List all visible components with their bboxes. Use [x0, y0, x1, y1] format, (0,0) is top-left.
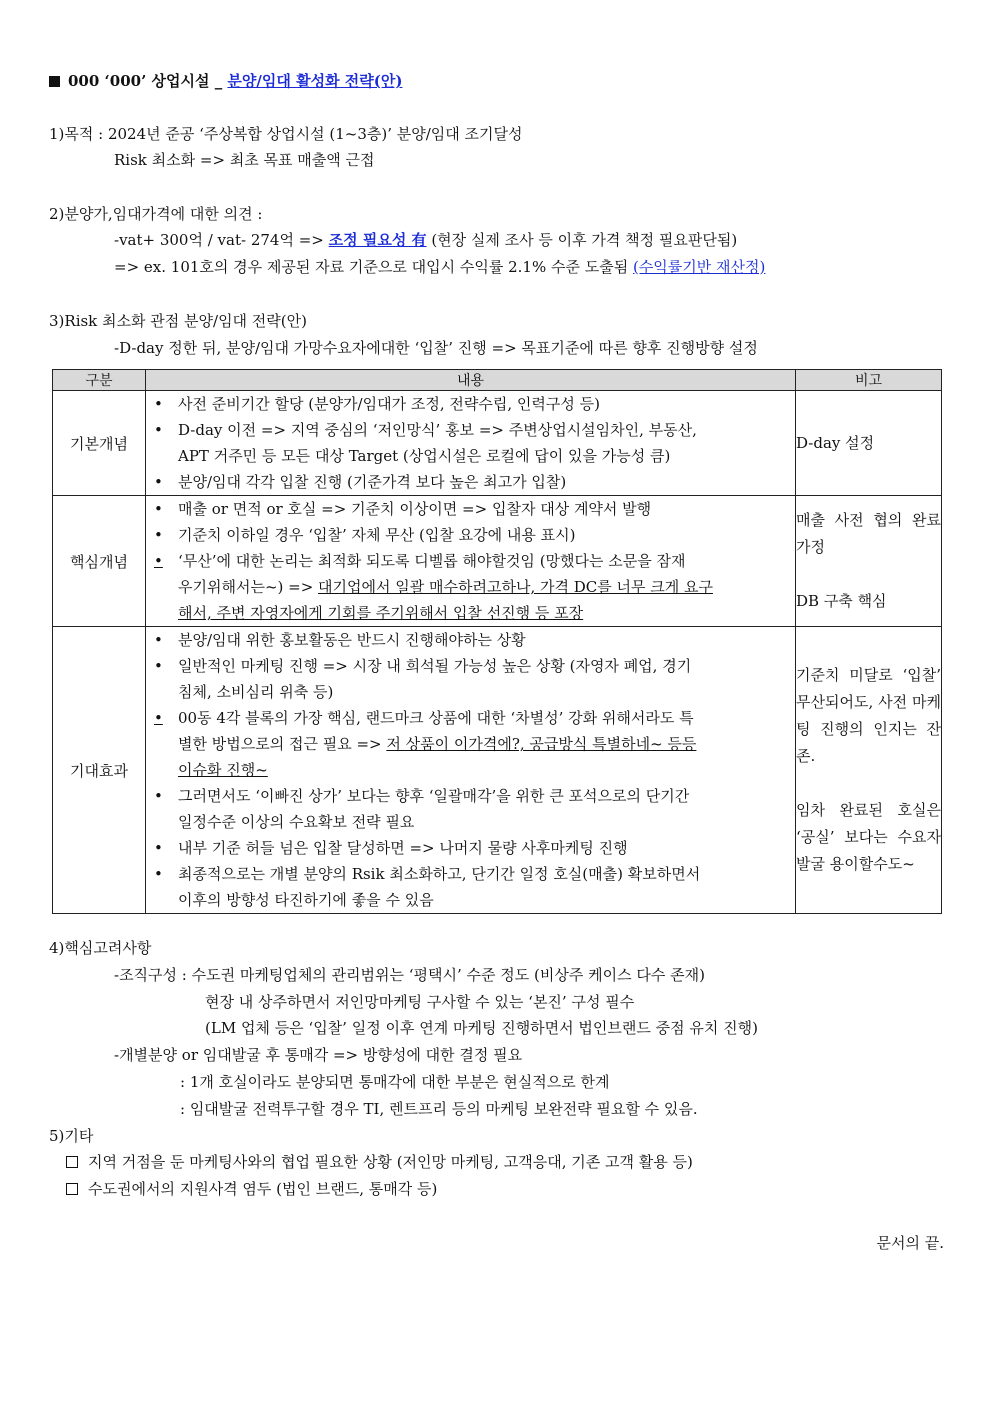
text-line: 침체, 소비심리 위축 등) — [178, 683, 334, 701]
section2-line-a — [114, 230, 737, 250]
row-category-basic: 기본개념 — [53, 391, 146, 496]
strategy-table — [52, 369, 942, 914]
row-content — [146, 391, 796, 496]
note-text: DB 구축 핵심 — [796, 592, 887, 610]
row-category-core: 핵심개념 — [53, 496, 146, 627]
section4-heading: 4)핵심고려사항 — [49, 939, 152, 957]
list-item — [146, 705, 789, 783]
list-item — [146, 548, 789, 626]
list-item — [146, 783, 789, 835]
row-note: D-day 설정 — [796, 391, 942, 496]
text-line: 00동 4각 블록의 가장 핵심, 랜드마크 상품에 대한 ‘차별성’ 강화 위해서라도 특 — [178, 709, 694, 727]
section5-item2 — [66, 1179, 437, 1199]
document-end: 문서의 끝. — [876, 1234, 944, 1252]
row-note — [796, 627, 942, 914]
list-item — [146, 861, 789, 913]
row-content — [146, 496, 796, 627]
text-line: 그러면서도 ‘이빠진 상가’ 보다는 향후 ‘일괄매각’을 위한 큰 포석으로의 단기간 — [178, 787, 690, 805]
note-text: 임차 완료된 호실은 ‘공실’ 보다는 수요자 발굴 용이할수도~ — [796, 801, 941, 873]
list-item — [146, 653, 789, 705]
list-item: • 매출 or 면적 or 호실 => 기준치 이상이면 => 입찰자 대상 계약서 발행 — [146, 496, 789, 522]
section2-line-b — [114, 257, 765, 277]
text-line: 일정수준 이상의 수요확보 전략 필요 — [178, 813, 415, 831]
note-text: 기준치 미달로 ‘입찰’ 무산되어도, 사전 마케팅 진행의 인지는 잔존. — [796, 666, 941, 765]
section4-line5: : 1개 호실이라도 분양되면 통매각에 대한 부분은 현실적으로 한계 — [180, 1073, 610, 1091]
row-category-effect: 기대효과 — [53, 627, 146, 914]
list-item: • 사전 준비기간 할당 (분양가/임대가 조정, 전략수립, 인력구성 등) — [146, 391, 789, 417]
header-note: 비고 — [796, 370, 942, 391]
document-title — [49, 71, 402, 91]
table-row — [53, 627, 942, 914]
text-line: 이후의 방향성 타진하기에 좋을 수 있음 — [178, 891, 434, 909]
underlined-text: 저 상품이 이가격에?, 공급방식 특별하네~ 등등 — [386, 735, 697, 753]
section2-heading: 2)분양가,임대가격에 대한 의견 : — [49, 205, 263, 223]
text-line: ‘무산’에 대한 논리는 최적화 되도록 디벨롭 해야할것임 (망했다는 소문을 잠재 — [178, 552, 686, 570]
item-text: 지역 거점을 둔 마케팅사와의 협업 필요한 상황 (저인망 마케팅, 고객응대, 기존 고객 활용 등) — [88, 1153, 693, 1171]
underlined-text: 이슈화 진행~ — [178, 761, 268, 779]
note-spacer — [796, 770, 941, 797]
title-link[interactable]: 분양/임대 활성화 전략(안) — [227, 72, 403, 90]
title-prefix: 000 ‘000’ 상업시설 _ — [68, 72, 228, 90]
note-spacer — [796, 561, 941, 588]
section4-line6: : 임대발굴 전력투구할 경우 TI, 렌트프리 등의 마케팅 보완전략 필요할 수 있음. — [180, 1100, 698, 1118]
section2-a-post: (현장 실제 조사 등 이후 가격 책정 필요판단됨) — [426, 231, 738, 249]
section5-heading: 5)기타 — [49, 1127, 94, 1145]
text-line: 우기위해서는~) => — [178, 578, 319, 596]
section4-line3: (LM 업체 등은 ‘입찰’ 일정 이후 연계 마케팅 진행하면서 법인브랜드 중점 유치 진행) — [205, 1019, 758, 1037]
yield-recalc-link[interactable]: (수익률기반 재산정) — [632, 258, 766, 276]
header-content: 내용 — [146, 370, 796, 391]
section4-line2: 현장 내 상주하면서 저인망마케팅 구사할 수 있는 ‘본진’ 구성 필수 — [205, 993, 635, 1011]
section3-sub: -D-day 정한 뒤, 분양/임대 가망수요자에대한 ‘입찰’ 진행 => 목표기준에 따른 향후 진행방향 설정 — [114, 339, 758, 357]
row-content — [146, 627, 796, 914]
section2-b-pre: => ex. 101호의 경우 제공된 자료 기준으로 대입시 수익률 2.1% 수준 도출됨 — [114, 258, 633, 276]
text-line: 별한 방법으로의 접근 필요 => — [178, 735, 387, 753]
header-category: 구분 — [53, 370, 146, 391]
list-item: • 내부 기준 허들 넘은 입찰 달성하면 => 나머지 물량 사후마케팅 진행 — [146, 835, 789, 861]
note-text: 매출 사전 협의 완료 가정 — [796, 511, 941, 556]
table-header-row — [53, 370, 942, 391]
section1-heading: 1)목적 : 2024년 준공 ‘주상복합 상업시설 (1~3층)’ 분양/임대 조기달성 — [49, 125, 523, 143]
table-row — [53, 496, 942, 627]
section4-line1: -조직구성 : 수도권 마케팅업체의 관리범위는 ‘평택시’ 수준 정도 (비상주 케이스 다수 존재) — [114, 966, 705, 984]
section3-heading: 3)Risk 최소화 관점 분양/임대 전략(안) — [49, 312, 307, 330]
list-item: • 기준치 이하일 경우 ‘입찰’ 자체 무산 (입찰 요강에 내용 표시) — [146, 522, 789, 548]
section4-line4: -개별분양 or 임대발굴 후 통매각 => 방향성에 대한 결정 필요 — [114, 1046, 523, 1064]
checkbox-square-icon — [66, 1183, 78, 1195]
table-row — [53, 391, 942, 496]
section2-a-pre: -vat+ 300억 / vat- 274억 => — [114, 231, 329, 249]
list-item: • 분양/임대 위한 홍보활동은 반드시 진행해야하는 상황 — [146, 627, 789, 653]
text-line: 최종적으로는 개별 분양의 Rsik 최소화하고, 단기간 일정 호실(매출) 확보하면서 — [178, 865, 701, 883]
black-square-icon — [49, 76, 60, 87]
text-line: D-day 이전 => 지역 중심의 ‘저인망식’ 홍보 => 주변상업시설임차인, 부동산, — [178, 421, 697, 439]
item-text: 수도권에서의 지원사격 염두 (법인 브랜드, 통매각 등) — [88, 1180, 438, 1198]
text-line: APT 거주민 등 모든 대상 Target (상업시설은 로컬에 답이 있을 가능성 큼) — [178, 447, 671, 465]
list-item — [146, 417, 789, 469]
text-line: 일반적인 마케팅 진행 => 시장 내 희석될 가능성 높은 상황 (자영자 폐업, 경기 — [178, 657, 692, 675]
row-note — [796, 496, 942, 627]
section5-item1 — [66, 1152, 693, 1172]
underlined-text: 해서, 주변 자영자에게 기회를 주기위해서 입찰 선진행 등 포장 — [178, 604, 584, 622]
section1-line2: Risk 최소화 => 최초 목표 매출액 근접 — [114, 151, 375, 169]
checkbox-square-icon — [66, 1156, 78, 1168]
list-item: • 분양/임대 각각 입찰 진행 (기준가격 보다 높은 최고가 입찰) — [146, 469, 789, 495]
adjust-needed-link[interactable]: 조정 필요성 有 — [328, 231, 427, 249]
underlined-text: 대기업에서 일괄 매수하려고하나, 가격 DC를 너무 크게 요구 — [318, 578, 713, 596]
